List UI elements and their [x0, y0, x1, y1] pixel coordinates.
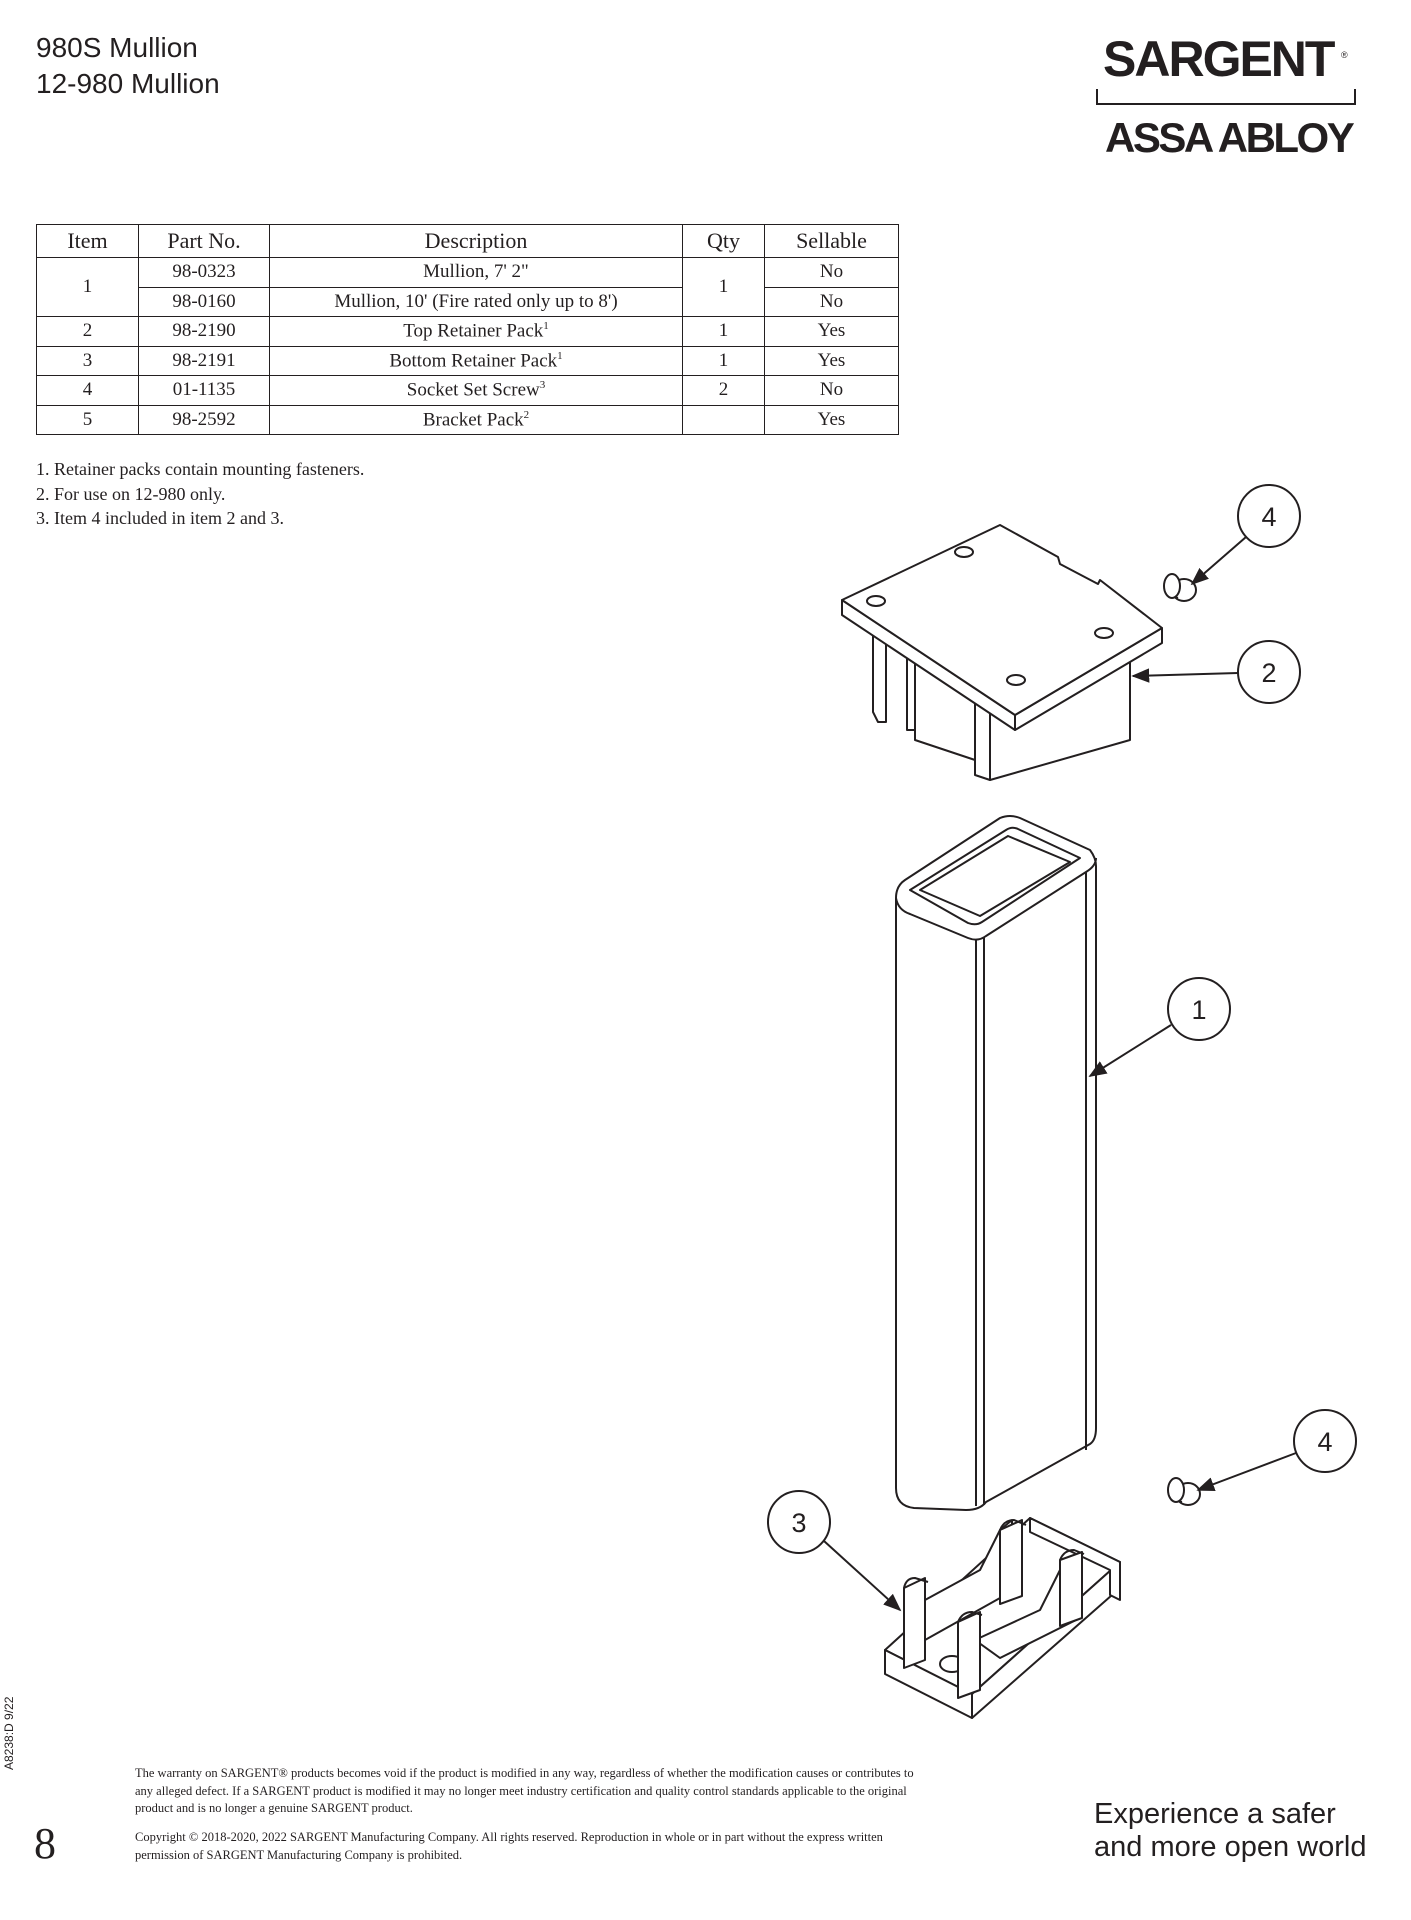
assa-abloy-logo: ASSA ABLOY — [1105, 114, 1353, 161]
description-text: Socket Set Screw — [406, 379, 540, 401]
footnote-ref: 1 — [543, 320, 549, 333]
tagline-line-2: and more open world — [1094, 1831, 1367, 1863]
tagline — [1094, 1798, 1366, 1864]
cell-item: 1 — [37, 258, 139, 317]
copyright-notice: Copyright © 2018-2020, 2022 SARGENT Manufacturing Company. All rights reserved. Reproduction in whole or in part without the express written permission of SARGENT Manufacturing Company is prohibited. — [135, 1830, 883, 1862]
cell-sellable: Yes — [765, 346, 899, 376]
page-number: 8 — [34, 1819, 56, 1868]
cell-qty: 1 — [683, 258, 765, 317]
footnote-3: 3. Item 4 included in item 2 and 3. — [36, 508, 284, 528]
callout-4-bottom — [1198, 1410, 1356, 1490]
set-screw-top-drawing — [1164, 574, 1196, 601]
callout-label: 1 — [1191, 995, 1207, 1025]
document-id: A8238:D 9/22 — [2, 1696, 16, 1770]
callout-label: 3 — [791, 1508, 807, 1538]
footnote-ref: 1 — [557, 349, 563, 362]
callout-2 — [1133, 641, 1300, 703]
callout-label: 4 — [1261, 502, 1277, 532]
cell-item: 5 — [37, 405, 139, 435]
callout-label: 4 — [1317, 1427, 1333, 1457]
cell-part-no: 98-2191 — [139, 346, 270, 376]
cell-sellable: No — [765, 287, 899, 317]
top-retainer-drawing — [842, 525, 1162, 780]
cell-qty: 1 — [683, 346, 765, 376]
header-description: Description — [270, 225, 683, 258]
cell-part-no: 01-1135 — [139, 376, 270, 406]
mullion-drawing — [896, 816, 1096, 1510]
description-text: Top Retainer Pack — [403, 320, 544, 342]
cell-part-no: 98-0160 — [139, 287, 270, 317]
footnote-2: 2. For use on 12-980 only. — [36, 483, 226, 504]
callout-label: 2 — [1261, 658, 1277, 688]
footnote-1: 1. Retainer packs contain mounting fasteners. — [36, 459, 365, 479]
cell-item: 4 — [37, 376, 139, 406]
cell-description: Mullion, 10' (Fire rated only up to 8') — [270, 287, 683, 317]
description-text: Bracket Pack — [422, 408, 524, 430]
cell-sellable: Yes — [765, 405, 899, 435]
tagline-line-1: Experience a safer — [1094, 1798, 1336, 1830]
cell-qty: 2 — [683, 376, 765, 406]
cell-sellable: No — [765, 258, 899, 288]
footnote-ref: 2 — [523, 408, 530, 421]
header-item: Item — [37, 225, 139, 258]
title-line-1: 980S Mullion — [36, 32, 198, 63]
cell-sellable: Yes — [765, 317, 899, 347]
cell-item: 3 — [37, 346, 139, 376]
description-text: Bottom Retainer Pack — [389, 349, 558, 371]
cell-description: Mullion, 7' 2" — [270, 258, 683, 288]
title-line-2: 12-980 Mullion — [36, 68, 220, 99]
cell-sellable: No — [765, 376, 899, 406]
callout-1 — [1090, 978, 1230, 1076]
sargent-logo: SARGENT — [1103, 31, 1334, 87]
callout-4-top — [1192, 485, 1300, 584]
cell-part-no: 98-0323 — [139, 258, 270, 288]
cell-part-no: 98-2592 — [139, 405, 270, 435]
cell-part-no: 98-2190 — [139, 317, 270, 347]
header-sellable: Sellable — [765, 225, 899, 258]
warranty-notice: The warranty on SARGENT® products becomes void if the product is modified in any way, regardless of whether the modification causes or contributes to any alleged defect. If a SARGENT product is modified it may no longer meet industry certification and quality control standards applicable to the original product and is no longer a genuine SARGENT product. — [135, 1766, 914, 1815]
header-qty: Qty — [683, 225, 765, 258]
footnote-ref: 3 — [539, 379, 546, 392]
cell-item: 2 — [37, 317, 139, 347]
cell-qty: 1 — [683, 317, 765, 347]
registered-mark: ® — [1341, 50, 1348, 60]
bottom-retainer-drawing — [885, 1518, 1120, 1718]
callout-3 — [768, 1491, 900, 1610]
set-screw-bottom-drawing — [1168, 1478, 1200, 1505]
header-part-no: Part No. — [139, 225, 270, 258]
